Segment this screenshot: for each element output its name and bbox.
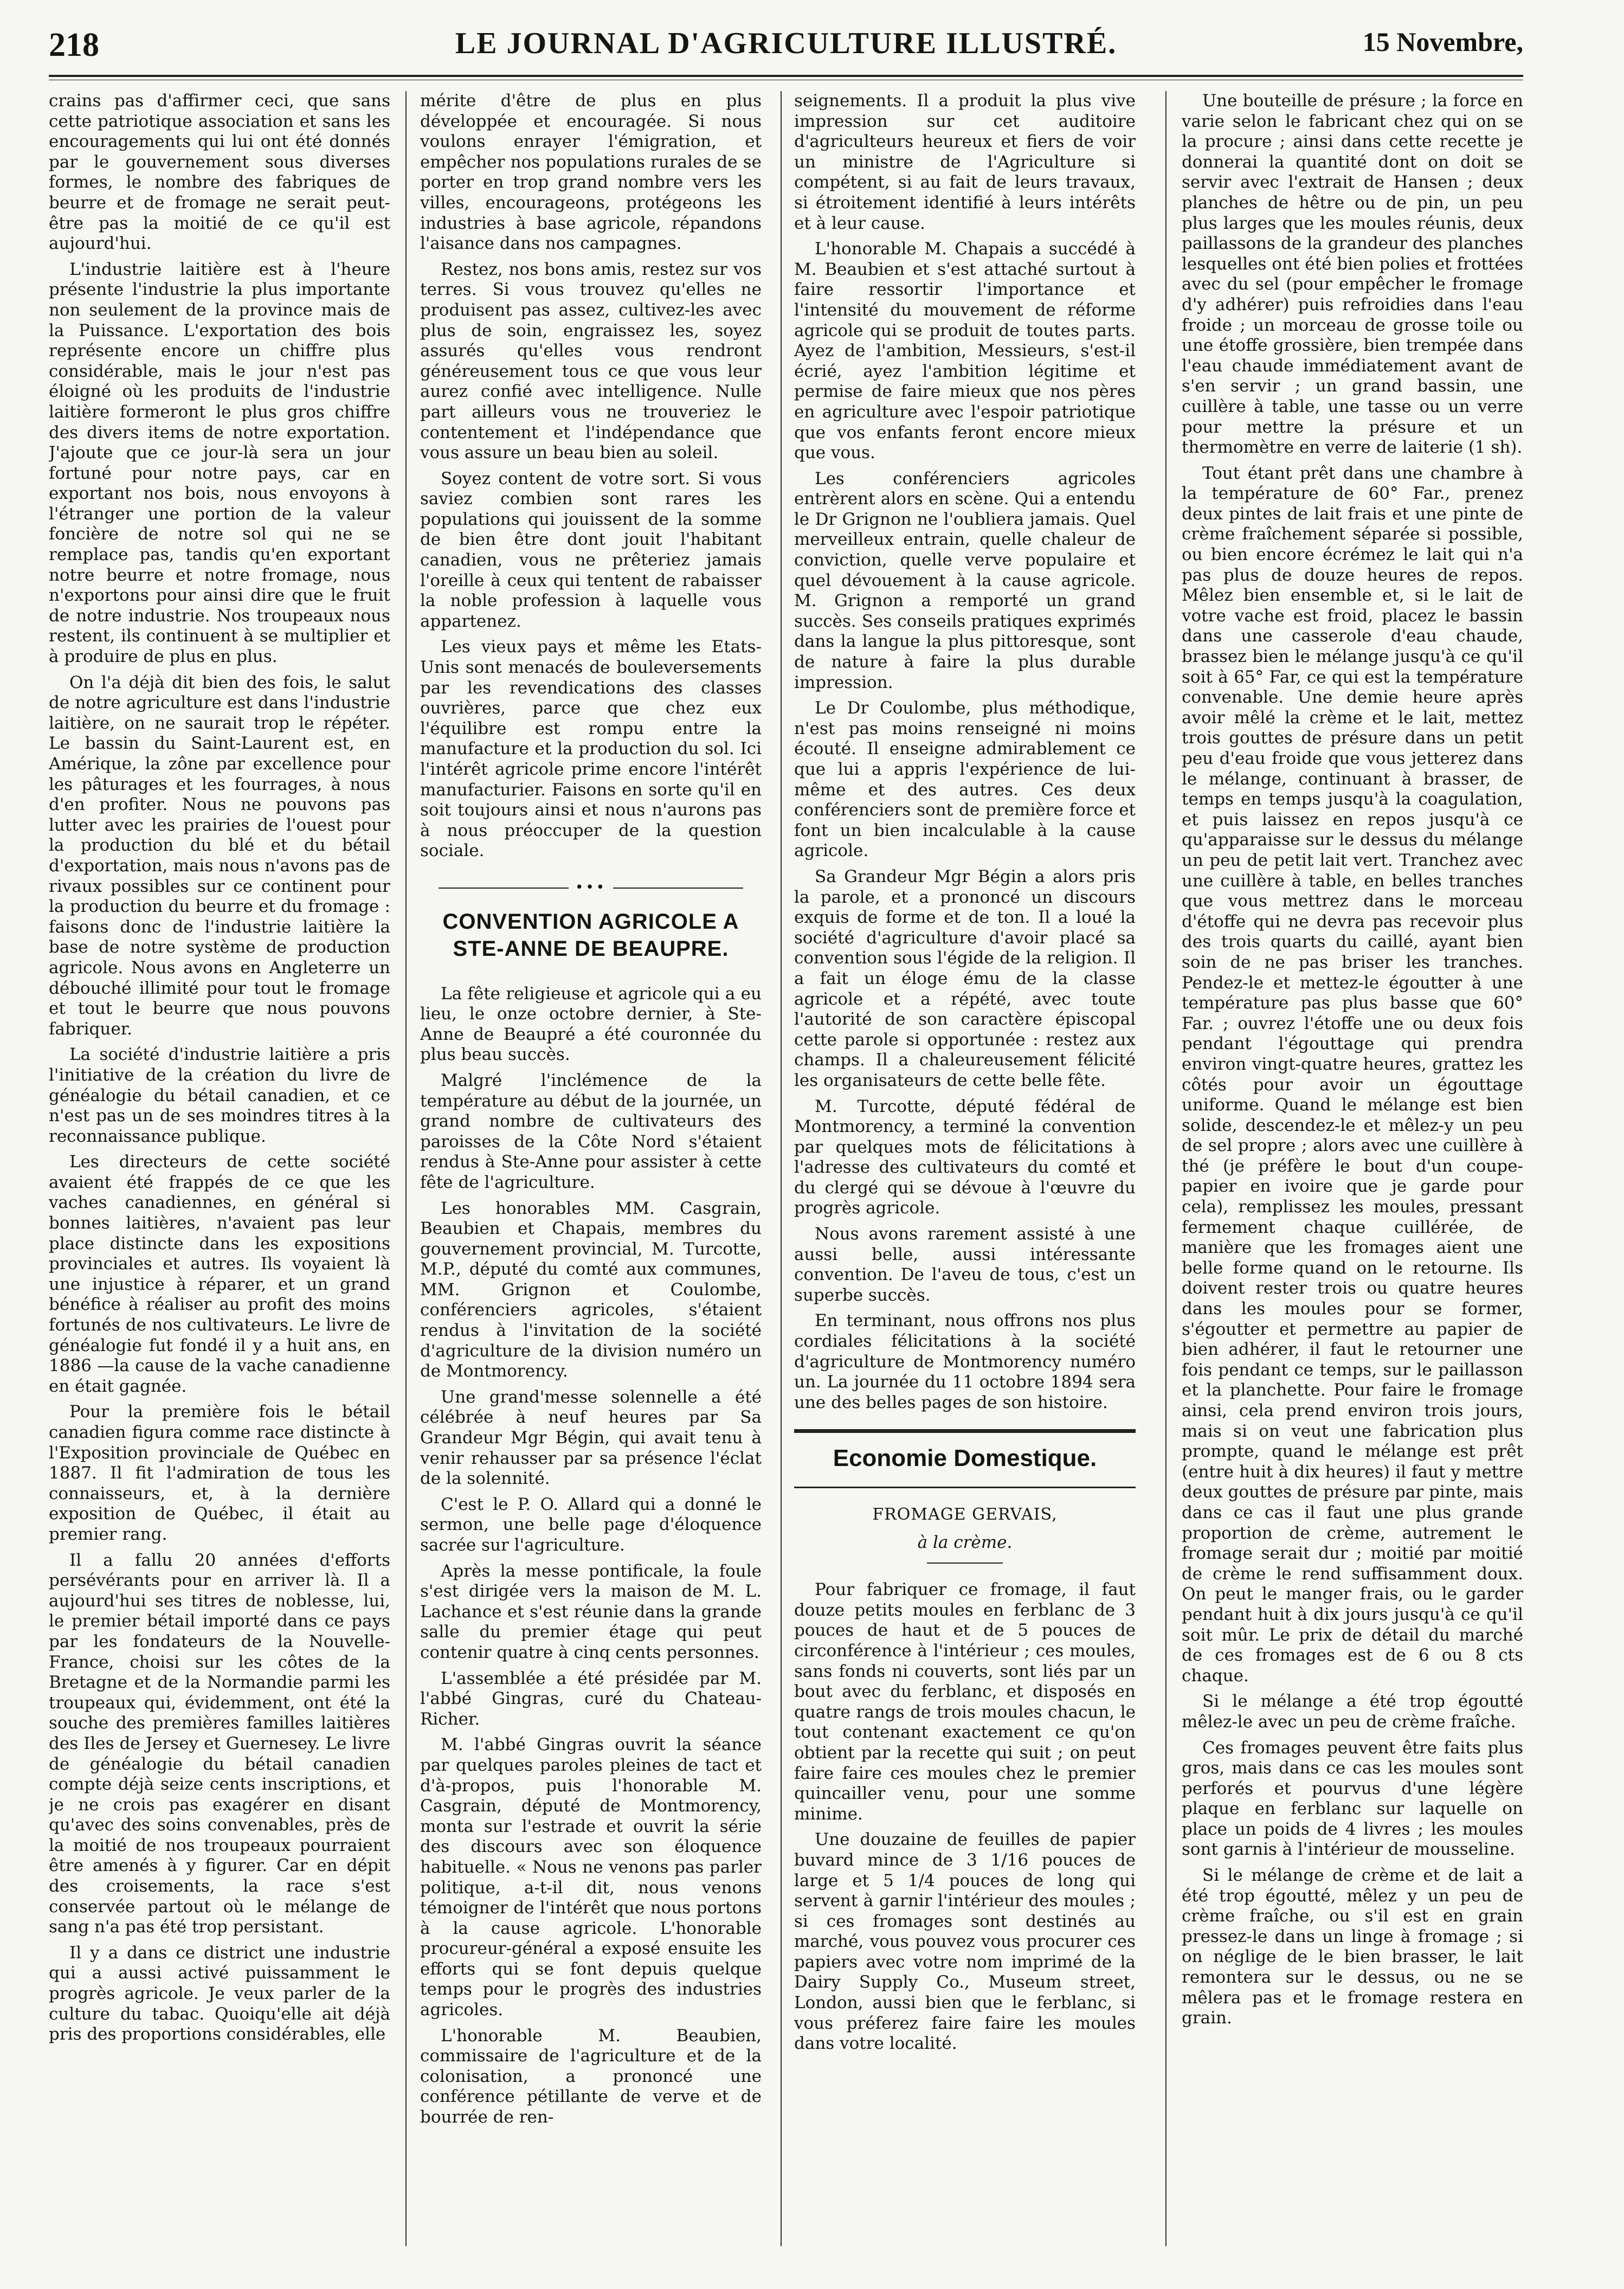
paragraph: Les conférenciers agricoles entrèrent alors en scène. Qui a entendu le Dr Grignon ne l'oubliera jamais. Quel merveilleux entrain, quelle chaleur de conviction, quelle verve populaire et quel dévouement à la cause agricole. M. Grignon a remporté un grand succès. Ses conseils pratiques exprimés dans la langue la plus pittoresque, sont de nature à faire la plus durable impression. [794,468,1136,692]
paragraph: La fête religieuse et agricole qui a eu lieu, le onze octobre dernier, à Ste-Anne de Beaupré a été couronnée du plus beau succès. [420,983,762,1065]
economie-domestique-banner [794,1429,1136,1488]
paragraph: Tout étant prêt dans une chambre à la température de 60° Far., prenez deux pintes de lait frais et une pinte de crème fraîchement séparée si possible, ou bien encore écrémez le lait qui n'a pas plus de douze heures de repos. Mêlez bien ensemble et, si le lait de votre vache est froid, placez le bassin dans une casserole d'eau chaude, brassez bien le mélange jusqu'à ce qu'il soit à 65° Far, ce qui est la température convenable. Une demie heure après avoir mêlé la crème et le lait, mettez trois gouttes de présure dans un petit peu d'eau froide que vous jetterez dans le mélange, continuant à brasser, de temps en temps jusqu'à la coagulation, et puis laissez en repos jusqu'à ce qu'apparaisse sur le dessus du mélange un peu de petit lait vert. Tranchez avec une cuillère à table, en belles tranches que vous mettrez dans le morceau d'étoffe qui ne devra pas recevoir plus des trois quarts du caillé, ayant bien soin de ne pas briser les tranches. Pendez-le et mettez-le égoutter à une température pas plus basse que 60° Far. ; ouvrez l'étoffe une ou deux fois pendant l'égouttage qui prendra environ vingt-quatre heures, grattez les côtés pour avoir un égouttage uniforme. Quand le mélange est bien solide, descendez-le et mêlez-y un peu de sel propre ; alors avec une cuillère à thé (je préfère le bout d'un coupe-papier en ivoire que je garde pour cela), remplissez les moules, pressant fermement chaque cuillérée, de manière que les fromages aient une belle forme quand on le retourne. Ils doivent rester trois ou quatre heures dans les moules pour se former, s'égoutter et permettre au papier de bien adhérer, il faut le retourner une fois pendant ce temps, sur le paillasson et la planchette. Pour faire le fromage ainsi, cela prend environ trois jours, mais si on veut une fabrication plus prompte, quand le mélange est prêt (entre huit à dix heures) il faut y mettre deux gouttes de présure par pinte, mais dans ce cas il faut une plus grande proportion de crème, autrement le fromage serait dur ; moitié par moitié de crème le rend suffisamment doux. On peut le manger frais, ou le garder pendant huit à dix jours jusqu'à ce qu'il soit mûr. Le prix de détail du marché de ces fromages est de 6 ou 8 cts chaque. [1182,463,1523,1686]
paragraph: seignements. Il a produit la plus vive impression sur cet auditoire d'agriculteurs heureux et fiers de voir un ministre de l'Agriculture si compétent, si au fait de leurs travaux, si étroitement identifié à leurs intérêts et à leur cause. [794,91,1136,233]
recipe-subtitle: à la crème. [917,1532,1013,1552]
journal-title: LE JOURNAL D'AGRICULTURE ILLUSTRÉ. [455,27,1117,60]
paragraph: mérite d'être de plus en plus développée et encouragée. Si nous voulons enrayer l'émigration, et empêcher nos populations rurales de se porter en trop grand nombre vers les villes, encourageons, protégeons les industries à base agricole, répandons l'aisance dans nos campagnes. [420,91,762,254]
paragraph: Sa Grandeur Mgr Bégin a alors pris la parole, et a prononcé un discours exquis de forme et de ton. Il a loué la société d'agriculture d'avoir placé sa convention sous l'égide de la religion. Il a fait un éloge ému de la classe agricole et a répété, avec toute l'autorité de son caractère épiscopal cette parole si opportunée : restez aux champs. Il a chaleureusement félicité les organisateurs de cette belle fête. [794,866,1136,1090]
recipe-title: FROMAGE GERVAIS, [872,1505,1058,1524]
paragraph: Après la messe pontificale, la foule s'est dirigée vers la maison de M. L. Lachance et s'est réunie dans la grande salle du premier étage qui peut contenir quatre à cinq cents personnes. [420,1561,762,1662]
short-divider [927,1563,1003,1564]
paragraph: Si le mélange a été trop égoutté mêlez-le avec un peu de crème fraîche. [1182,1692,1523,1732]
economie-domestique-heading: Economie Domestique. [833,1445,1097,1472]
paragraph: Malgré l'inclémence de la température au début de la journée, un grand nombre de cultivateurs des paroisses de la Côte Nord s'étaient rendus à Ste-Anne pour assister à cette fête de l'agriculture. [420,1070,762,1192]
paragraph: L'honorable M. Beaubien, commissaire de l'agriculture et de la colonisation, a prononcé une conférence pétillante de verve et de bourrée de ren- [420,2026,762,2127]
page-number: 218 [49,27,99,63]
paragraph: L'honorable M. Chapais a succédé à M. Beaubien et s'est attaché surtout à faire ressortir l'importance et l'intensité du mouvement de réforme agricole qui se produit de toutes parts. Ayez de l'ambition, Messieurs, s'est-il écrié, ayez l'ambition légitime et permise de faire mieux que nos pères en agriculture avec l'espoir patriotique que vos enfants feront encore mieux que vous. [794,239,1136,463]
paragraph: Une douzaine de feuilles de papier buvard mince de 3 1/16 pouces de large et 5 1/4 pouces de long qui servent à garnir l'intérieur des moules ; si ces fromages sont destinés au marché, vous pouvez vous procurer ces papiers avec votre nom imprimé de la Dairy Supply Co., Museum street, London, aussi bien que le ferblanc, si vous préferez faire faire les moules dans votre localité. [794,1830,1136,2054]
convention-heading: CONVENTION AGRICOLE A STE-ANNE DE BEAUPRE. [442,909,739,961]
paragraph: Une bouteille de présure ; la force en varie selon le fabricant chez qui on se la procure ; ainsi dans cette recette je donnerai la quantité dont on doit se servir avec l'extrait de Hansen ; deux planches de hêtre ou de pin, un peu plus larges que les moules réunis, deux paillassons de la grandeur des planches lesquelles ont été bien polies et frottées avec du sel (pour empêcher le fromage d'y adhérer) puis refroidies dans l'eau froide ; un morceau de grosse toile ou une étoffe grossière, bien trempée dans l'eau chaude immédiatement avant de s'en servir ; un grand bassin, une cuillère à table, une tasse ou un verre pour mettre la présure et un thermomètre en verre de laiterie (1 sh). [1182,91,1523,458]
paragraph: Pour la première fois le bétail canadien figura comme race distincte à l'Exposition provinciale de Québec en 1887. Il fit l'admiration de tous les connaisseurs, et, à la dernière exposition de Québec, il était au premier rang. [49,1402,390,1544]
paragraph: M. l'abbé Gingras ouvrit la séance par quelques paroles pleines de tact et d'à-propos, puis l'honorable M. Casgrain, député de Montmorency, monta sur l'estrade et ouvrit la série des discours avec son éloquence habituelle. « Nous ne venons pas parler politique, a-t-il dit, nous venons témoigner de l'intérêt que nous portons à la cause agricole. L'honorable procureur-général a exposé ensuite les efforts qui se font depuis quelque temps pour le progrès des industries agricoles. [420,1735,762,2020]
paragraph: Si le mélange de crème et de lait a été trop égoutté, mêlez y un peu de crème fraîche, ou s'il est en grain pressez-le dans un linge à fromage ; si on néglige de le bien brasser, le lait remontera sur le dessus, ou ne se mêlera pas et le fromage restera en grain. [1182,1866,1523,2028]
paragraph: L'industrie laitière est à l'heure présente l'industrie la plus importante non seulement de la province mais de la Puissance. L'exportation des bois représente encore un chiffre plus considérable, mais le jour n'est pas éloigné où les produits de l'industrie laitière formeront le plus gros chiffre des divers items de notre exportation. J'ajoute que ce jour-là sera un jour fortuné pour notre pays, car en exportant nos bois, nous envoyons à l'étranger une portion de la valeur foncière de notre sol qui ne se remplace pas, tandis qu'en exportant notre beurre et notre fromage, nous n'exportons pour ainsi dire que le fruit de notre industrie. Nos troupeaux nous restent, ils continuent à se multiplier et à produire de plus en plus. [49,259,390,667]
paragraph: C'est le P. O. Allard qui a donné le sermon, une belle page d'éloquence sacrée sur l'agriculture. [420,1494,762,1555]
column-divider [781,91,782,2246]
column-divider [1165,91,1167,2246]
paragraph: Il y a dans ce district une industrie qui a aussi activé puissamment le progrès agricole. Je veux parler de la culture du tabac. Quoiqu'elle ait déjà pris des proportions considérables, elle [49,1943,390,2044]
paragraph: Restez, nos bons amis, restez sur vos terres. Si vous trouvez qu'elles ne produisent pas assez, cultivez-les avec plus de soin, engraissez les, soyez assurés qu'elles vous rendront généreusement tous ce que vous leur aurez confié avec intelligence. Nulle part ailleurs vous ne trouveriez le contentement et l'indépendance que vous assure un beau bien au soleil. [420,259,762,463]
paragraph: Les honorables MM. Casgrain, Beaubien et Chapais, membres du gouvernement provincial, M. Turcotte, M.P., député du comté aux communes, MM. Grignon et Coulombe, conférenciers agricoles, s'étaient rendus à l'invitation de la société d'agriculture de la division numéro un de Montmorency. [420,1198,762,1381]
paragraph: Pour fabriquer ce fromage, il faut douze petits moules en ferblanc de 3 pouces de haut et de 5 pouces de circonférence à l'intérieur ; ces moules, sans fonds ni couverts, sont liés par un bout avec du ferblanc, et disposés en quatre rangs de trois moules chacun, le tout contenant exactement ce qu'on obtient par la recette qui suit ; on peut faire faire ces moules chez le premier quincailler venu, pour une somme minime. [794,1580,1136,1824]
paragraph: Nous avons rarement assisté à une aussi belle, aussi intéressante convention. De l'aveu de tous, c'est un superbe succès. [794,1224,1136,1305]
issue-date: 15 Novembre, [1362,27,1523,57]
paragraph: Les vieux pays et même les Etats-Unis sont menacés de bouleversements par les revendications des classes ouvrières, parce que chez eux l'équilibre est rompu entre la manufacture et la production du sol. Ici l'intérêt agricole prime encore l'intérêt manufacturier. Faisons en sorte qu'il en soit toujours ainsi et nous n'aurons pas à nous préoccuper de la question sociale. [420,637,762,861]
paragraph: La société d'industrie laitière a pris l'initiative de la création du livre de généalogie du bétail canadien, et ce n'est pas un de ses moindres titres à la reconnaissance publique. [49,1045,390,1146]
paragraph: Il a fallu 20 années d'efforts persévérants pour en arriver là. Il a aujourd'hui ses titres de noblesse, lui, le premier bétail importé dans ce pays par les fondateurs de la Nouvelle-France, choisi sur les côtes de la Bretagne et de la Normandie parmi les troupeaux qui, évidemment, ont été la souche des premières familles laitières des Iles de Jersey et Guernesey. Le livre de généalogie du bétail canadien compte déjà seize cents inscriptions, et je ne crois pas exagérer en disant qu'avec des soins convenables, près de la moitié de nos troupeaux pourraient être amenés à y figurer. Car en dépit des croisements, la race s'est conservée partout où le mélange de sang n'a pas été trop persistant. [49,1550,390,1937]
paragraph: Une grand'messe solennelle a été célébrée à neuf heures par Sa Grandeur Mgr Bégin, qui avait tenu à venir rehausser par sa présence l'éclat de la solennité. [420,1387,762,1489]
paragraph: Le Dr Coulombe, plus méthodique, n'est pas moins renseigné ni moins écouté. Il enseigne admirablement ce que lui a appris l'expérience de lui-même et des autres. Ces deux conférenciers sont de première force et font un bien incalculable à la cause agricole. [794,698,1136,861]
paragraph: On l'a déjà dit bien des fois, le salut de notre agriculture est dans l'industrie laitière, on ne saurait trop le répéter. Le bassin du Saint-Laurent est, en Amérique, la zône par excellence pour les pâturages et les fourrages, à nous d'en profiter. Nous ne pouvons pas lutter avec les prairies de l'ouest pour la production du blé et du bétail d'exportation, mais nous n'avons pas de rivaux possibles sur ce continent pour la production du beurre et du fromage : faisons donc de l'industrie laitière la base de notre système de production agricole. Nous avons en Angleterre un débouché illimité pour tout le fromage et tout le beurre que nous pouvons fabriquer. [49,672,390,1039]
column-2 [420,91,762,2246]
paragraph: Soyez content de votre sort. Si vous saviez combien sont rares les populations qui jouissent de la somme de bien être dont jouit l'habitant canadien, vous ne prêteriez jamais l'oreille à ceux qui tentent de rabaisser la noble profession à laquelle vous appartenez. [420,468,762,631]
paragraph: M. Turcotte, député fédéral de Montmorency, a terminé la convention par quelques mots de félicitations à l'adresse des cultivateurs du comté et du clergé qui se dévoue à l'œuvre du progrès agricole. [794,1096,1136,1218]
page-header [49,21,1523,80]
column-3 [794,91,1136,2246]
paragraph: Les directeurs de cette société avaient été frappés de ce que les vaches canadiennes, en général si bonnes laitières, n'avaient pas leur place distincte dans les expositions provinciales et autres. Ils voyaient là une injustice à réparer, et un grand bénéfice à réaliser au profit des moins fortunés de nos cultivateurs. Le livre de généalogie fut fondé il y a huit ans, en 1886 —la cause de la vache canadienne en était gagnée. [49,1152,390,1396]
paragraph: En terminant, nous offrons nos plus cordiales félicitations à la société d'agriculture de Montmorency numéro un. La journée du 11 octobre 1894 sera une des belles pages de son histoire. [794,1311,1136,1412]
paragraph: crains pas d'affirmer ceci, que sans cette patriotique association et sans les encouragements qui lui ont été donnés par le gouvernement sous diverses formes, le nombre des fabriques de beurre et de fromage ne serait peut-être pas la moitié de ce qu'il est aujourd'hui. [49,91,390,254]
column-4 [1182,91,1523,2246]
paragraph: Ces fromages peuvent être faits plus gros, mais dans ce cas les moules sont perforés et pourvus d'une légère plaque en ferblanc sur laquelle on place un poids de 4 livres ; les moules sont garnis à l'intérieur de mousseline. [1182,1738,1523,1860]
column-1 [49,91,390,2246]
header-rule [49,75,1523,80]
section-divider: ••• [420,878,762,898]
column-divider [405,91,407,2246]
paragraph: L'assemblée a été présidée par M. l'abbé Gingras, curé du Chateau-Richer. [420,1668,762,1729]
